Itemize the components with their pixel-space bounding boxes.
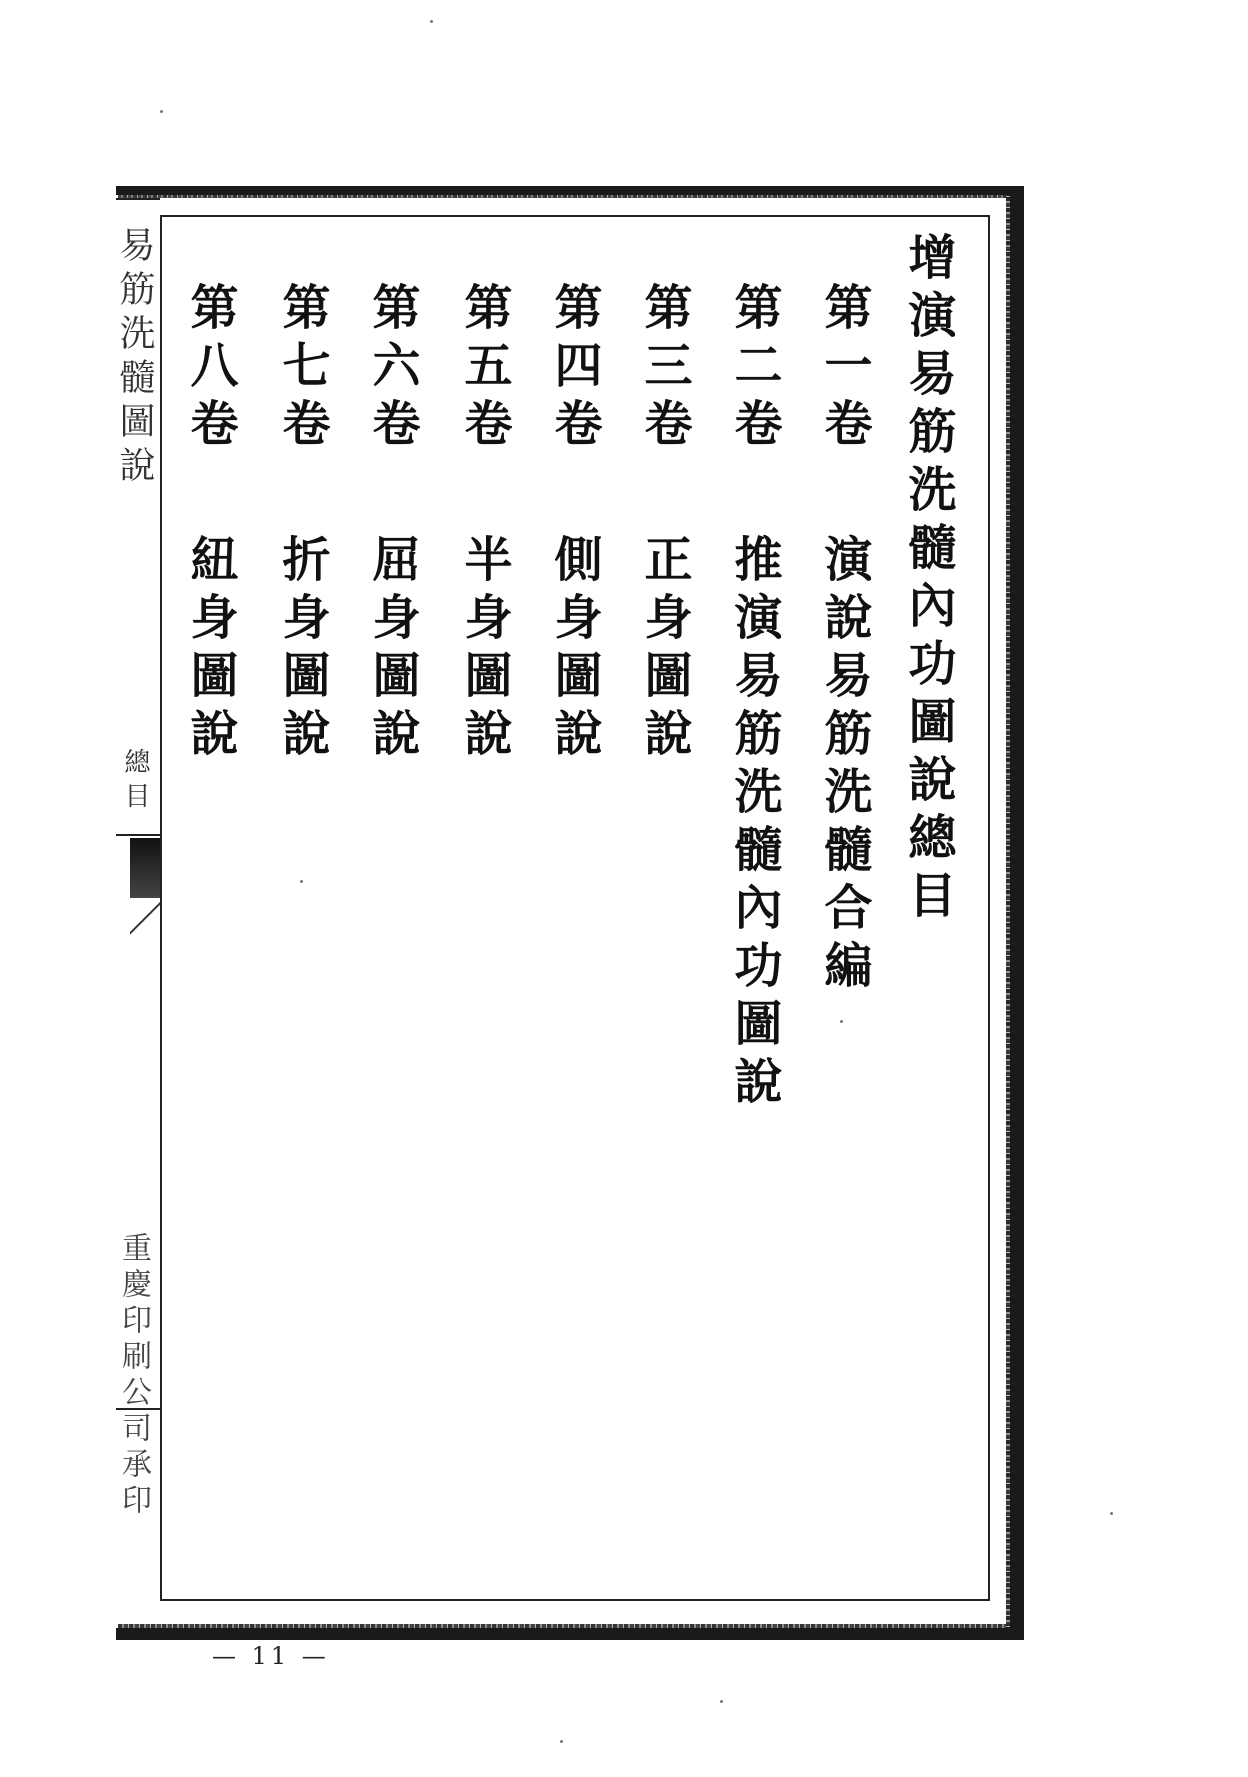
scan-speck — [160, 110, 163, 113]
entry-vol-5 — [456, 282, 512, 766]
volume-label: 第二卷 — [726, 282, 782, 456]
scan-speck — [300, 880, 303, 883]
fore-edge-section: 總目 — [120, 748, 150, 816]
scan-speck — [1110, 1512, 1113, 1515]
volume-label: 第一卷 — [816, 282, 872, 456]
topic-label: 演說易筋洗髓合編 — [816, 534, 872, 998]
volume-label: 第四卷 — [546, 282, 602, 456]
entry-vol-7 — [274, 282, 330, 766]
entry-vol-6 — [364, 282, 420, 766]
topic-label: 折身圖說 — [274, 534, 330, 766]
fishtail-mark — [130, 838, 160, 898]
scan-speck — [430, 20, 433, 23]
volume-label: 第六卷 — [364, 282, 420, 456]
fore-edge-rule — [116, 834, 160, 836]
page-number: — 11 — — [212, 1642, 330, 1670]
entry-vol-2 — [726, 282, 782, 1114]
fore-edge-title: 易筋洗髓圖說 — [114, 226, 155, 490]
volume-label: 第七卷 — [274, 282, 330, 456]
topic-label: 側身圖說 — [546, 534, 602, 766]
volume-label: 第三卷 — [636, 282, 692, 456]
topic-label: 紐身圖說 — [182, 534, 238, 766]
fore-edge-publisher: 重慶印刷公司承印 — [116, 1232, 151, 1520]
topic-label: 推演易筋洗髓內功圖說 — [726, 534, 782, 1114]
entry-vol-3 — [636, 282, 692, 766]
entry-vol-4 — [546, 282, 602, 766]
entry-vol-8 — [182, 282, 238, 766]
main-title: 增演易筋洗髓內功圖說總目 — [900, 232, 956, 928]
scan-speck — [560, 1740, 563, 1743]
scan-speck — [840, 1020, 843, 1023]
topic-label: 正身圖說 — [636, 534, 692, 766]
topic-label: 屈身圖說 — [364, 534, 420, 766]
volume-label: 第八卷 — [182, 282, 238, 456]
scan-speck — [720, 1700, 723, 1703]
volume-label: 第五卷 — [456, 282, 512, 456]
entry-vol-1 — [816, 282, 872, 998]
topic-label: 半身圖說 — [456, 534, 512, 766]
